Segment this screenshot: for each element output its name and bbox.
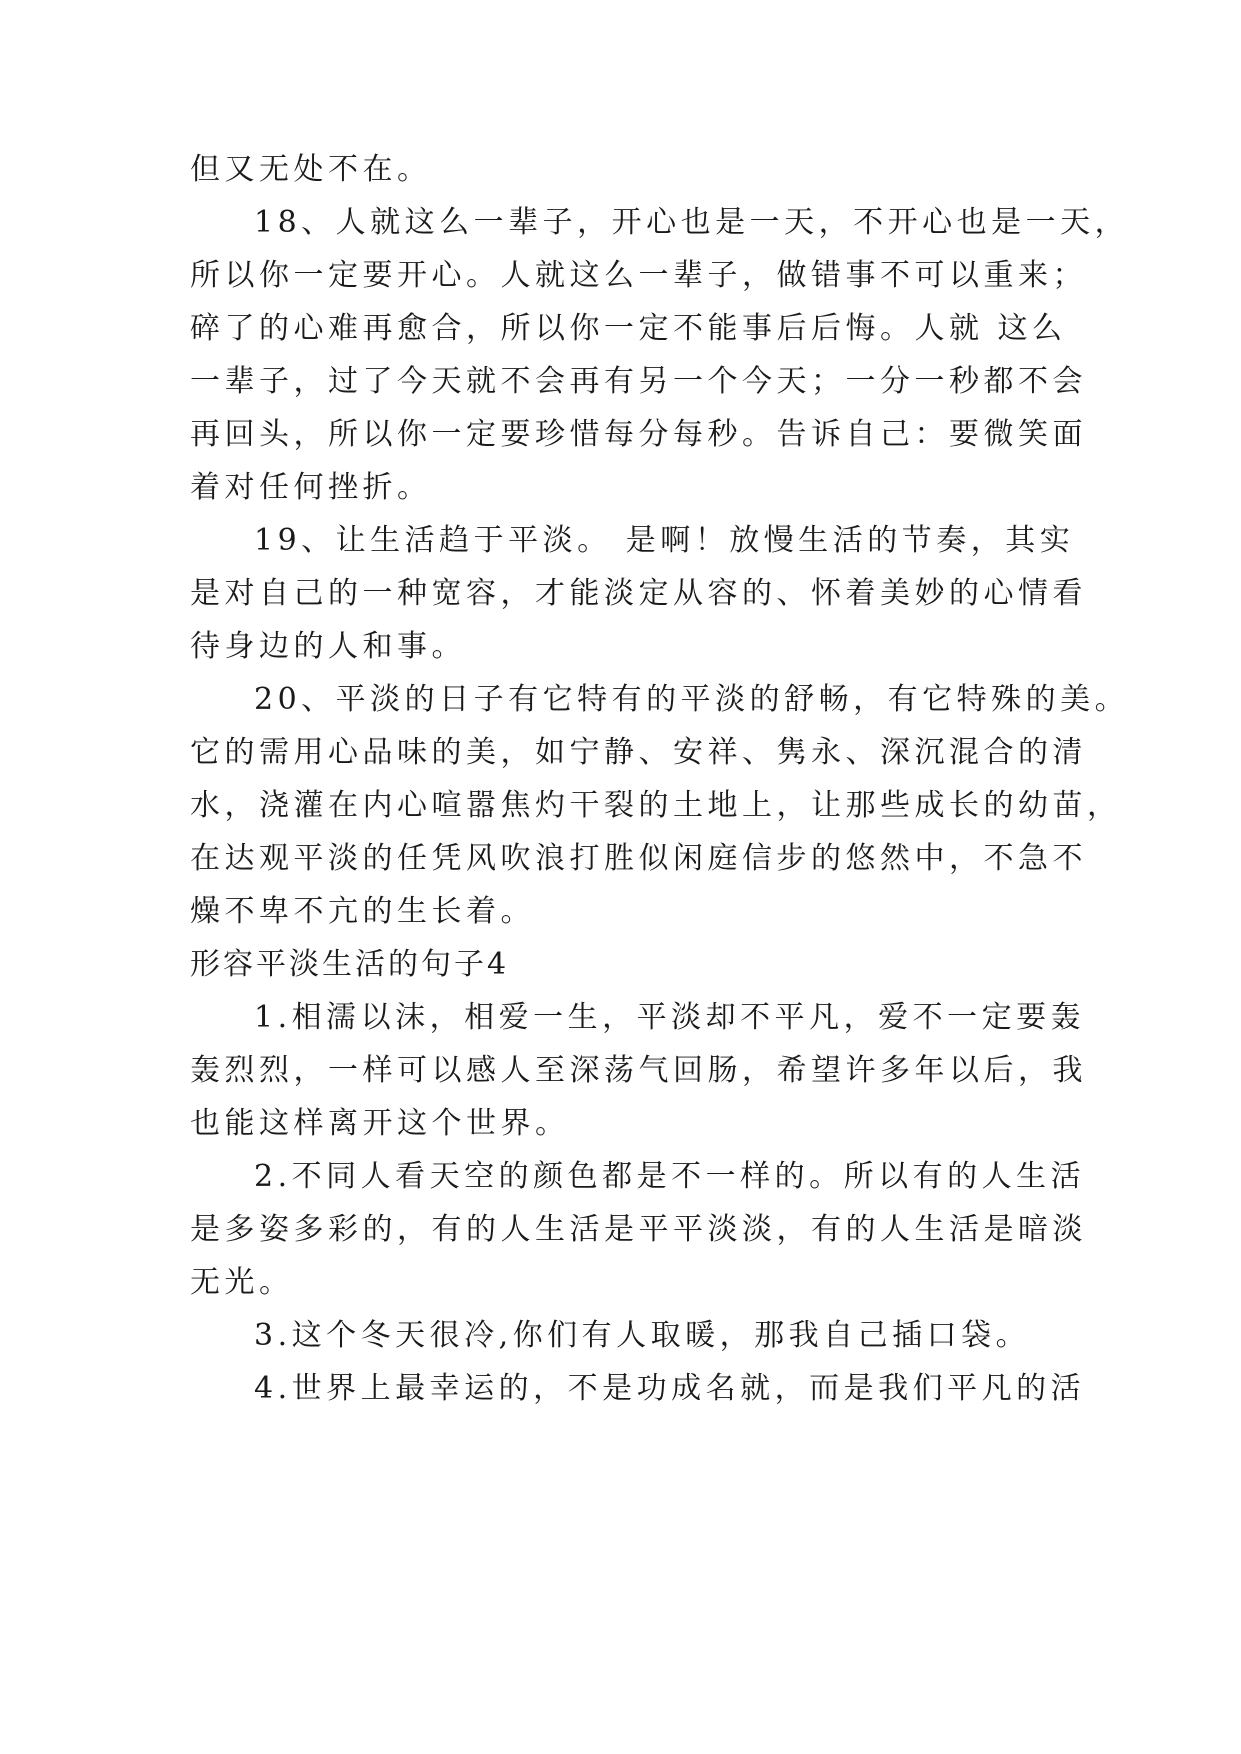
text-line: 也能这样离开这个世界。: [190, 1106, 570, 1141]
text-line: 4.世界上最幸运的，不是功成名就，而是我们平凡的活: [254, 1371, 1086, 1406]
text-line: 待身边的人和事。: [190, 629, 466, 664]
text-line: 但又无处不在。: [190, 152, 432, 187]
text-line: 所以你一定要开心。人就这么一辈子，做错事不可以重来；: [190, 258, 1087, 293]
text-line: 燥不卑不亢的生长着。: [190, 894, 535, 929]
section-heading: 形容平淡生活的句子4: [190, 947, 510, 982]
text-line: 水，浇灌在内心喧嚣焦灼干裂的土地上，让那些成长的幼苗，: [190, 788, 1122, 823]
text-line: 是对自己的一种宽容，才能淡定从容的、怀着美妙的心情看: [190, 576, 1087, 611]
text-line: 一辈子，过了今天就不会再有另一个今天；一分一秒都不会: [190, 364, 1087, 399]
text-line: 在达观平淡的任凭风吹浪打胜似闲庭信步的悠然中，不急不: [190, 841, 1087, 876]
text-line: 再回头，所以你一定要珍惜每分每秒。告诉自己：要微笑面: [190, 417, 1087, 452]
text-line: 3.这个冬天很冷,你们有人取暖，那我自己插口袋。: [254, 1318, 1031, 1353]
text-line: 2.不同人看天空的颜色都是不一样的。所以有的人生活: [254, 1159, 1086, 1194]
text-line: 着对任何挫折。: [190, 470, 432, 505]
text-line: 18、人就这么一辈子，开心也是一天，不开心也是一天，: [254, 205, 1130, 240]
text-line: 是多姿多彩的，有的人生活是平平淡淡，有的人生活是暗淡: [190, 1212, 1087, 1247]
text-line: 轰烈烈，一样可以感人至深荡气回肠，希望许多年以后，我: [190, 1053, 1087, 1088]
text-line: 无光。: [190, 1265, 294, 1300]
text-line: 它的需用心品味的美，如宁静、安祥、隽永、深沉混合的清: [190, 735, 1087, 770]
text-line: 19、让生活趋于平淡。 是啊！放慢生活的节奏，其实: [254, 523, 1075, 558]
text-line: 20、平淡的日子有它特有的平淡的舒畅，有它特殊的美。: [254, 682, 1130, 717]
text-line: 1.相濡以沫，相爱一生，平淡却不平凡，爱不一定要轰: [254, 1000, 1086, 1035]
text-line: 碎了的心难再愈合，所以你一定不能事后后悔。人就 这么: [190, 311, 1067, 346]
